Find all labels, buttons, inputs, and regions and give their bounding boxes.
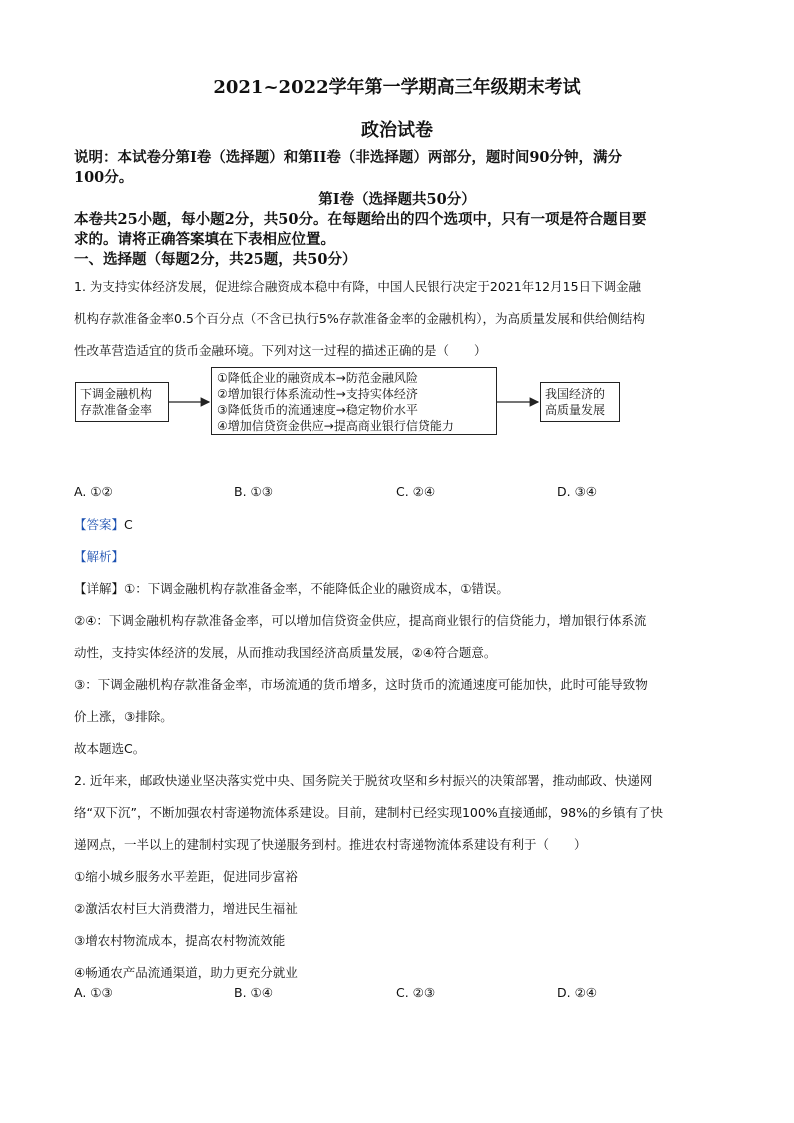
- q1-answer: [74, 515, 133, 533]
- q2-option-a[interactable]: A. ①③: [74, 985, 113, 1000]
- diagram-item-2: ②增加银行体系流动性→支持实体经济: [217, 387, 418, 401]
- instructions-line-1: 说明：本试卷分第Ⅰ卷（选择题）和第II卷（非选择题）两部分，题时间90分钟，满分: [74, 149, 623, 166]
- analysis-label: 【解析】: [74, 549, 125, 564]
- q1-option-d[interactable]: D. ③④: [557, 484, 597, 499]
- section-heading: 一、选择题（每题2分，共25题，共50分）: [74, 251, 357, 268]
- diagram-left-line-1: 下调金融机构: [80, 387, 153, 401]
- q1-stem-line-2: 机构存款准备金率0.5个百分点（不含已执行5%存款准备金率的金融机构），为高质量发展和供给侧结构: [74, 311, 645, 326]
- q2-stem-line-2: 络“双下沉”，不断加强农村寄递物流体系建设。目前，建制村已经实现100%直接通邮，98%的乡镇有了快: [74, 805, 663, 820]
- answer-label: 【答案】: [74, 517, 125, 532]
- part1-description-1: 本卷共25小题，每小题2分，共50分。在每题给出的四个选项中，只有一项是符合题目要: [74, 211, 647, 228]
- q1-analysis-label: [74, 547, 124, 565]
- diagram-item-3: ③降低货币的流通速度→稳定物价水平: [217, 403, 418, 417]
- q1-option-c[interactable]: C. ②④: [396, 484, 436, 499]
- q2-item-3: ③增农村物流成本，提高农村物流效能: [74, 933, 286, 948]
- q2-item-2: ②激活农村巨大消费潜力，增进民生福祉: [74, 901, 298, 916]
- q2-option-c[interactable]: C. ②③: [396, 985, 436, 1000]
- q2-stem-line-1: 2. 近年来，邮政快递业坚决落实党中央、国务院关于脱贫攻坚和乡村振兴的决策部署，推动邮政、快递网: [74, 773, 653, 788]
- q1-analysis-line-2: ②④：下调金融机构存款准备金率，可以增加信贷资金供应，提高商业银行的信贷能力，增加银行体系流: [74, 613, 647, 628]
- answer-value: C: [124, 517, 133, 532]
- diagram-right-line-1: 我国经济的: [545, 387, 606, 401]
- part1-description-2: 求的。请将正确答案填在下表相应位置。: [74, 231, 335, 248]
- q1-analysis-line-6: 故本题选C。: [74, 741, 146, 756]
- q1-analysis-line-4: ③：下调金融机构存款准备金率，市场流通的货币增多，这时货币的流通速度可能加快，此时可能导致物: [74, 677, 648, 692]
- q2-stem-line-3: 递网点，一半以上的建制村实现了快递服务到村。推进农村寄递物流体系建设有利于（ ）: [74, 837, 587, 852]
- q1-option-a[interactable]: A. ①②: [74, 484, 113, 499]
- diagram-left-line-2: 存款准备金率: [80, 403, 153, 417]
- instructions-line-2: 100分。: [74, 169, 134, 186]
- q1-analysis-line-5: 价上涨，③排除。: [74, 709, 173, 724]
- diagram-middle-box: [211, 367, 497, 435]
- q2-item-4: ④畅通农产品流通渠道，助力更充分就业: [74, 965, 298, 980]
- diagram-left-box: [75, 382, 169, 422]
- part1-title: 第Ⅰ卷（选择题共50分）: [318, 191, 476, 208]
- q1-stem-line-1: 1. 为支持实体经济发展，促进综合融资成本稳中有降，中国人民银行决定于2021年12月15日下调金融: [74, 279, 642, 294]
- q1-option-b[interactable]: B. ①③: [234, 484, 273, 499]
- q1-analysis-line-1: 【详解】①：下调金融机构存款准备金率，不能降低企业的融资成本，①错误。: [74, 581, 509, 596]
- diagram-item-1: ①降低企业的融资成本→防范金融风险: [217, 371, 418, 385]
- diagram-item-4: ④增加信贷资金供应→提高商业银行信贷能力: [217, 419, 454, 433]
- q2-item-1: ①缩小城乡服务水平差距，促进同步富裕: [74, 869, 298, 884]
- q2-option-b[interactable]: B. ①④: [234, 985, 273, 1000]
- subject-title: 政治试卷: [361, 120, 433, 141]
- q2-option-d[interactable]: D. ②④: [557, 985, 597, 1000]
- diagram-right-box: [540, 382, 620, 422]
- exam-title: 2021~2022学年第一学期高三年级期末考试: [213, 77, 581, 98]
- q1-analysis-line-3: 动性，支持实体经济的发展，从而推动我国经济高质量发展，②④符合题意。: [74, 645, 497, 660]
- diagram-right-line-2: 高质量发展: [545, 403, 606, 417]
- q1-stem-line-3: 性改革营造适宜的货币金融环境。下列对这一过程的描述正确的是（ ）: [74, 343, 487, 358]
